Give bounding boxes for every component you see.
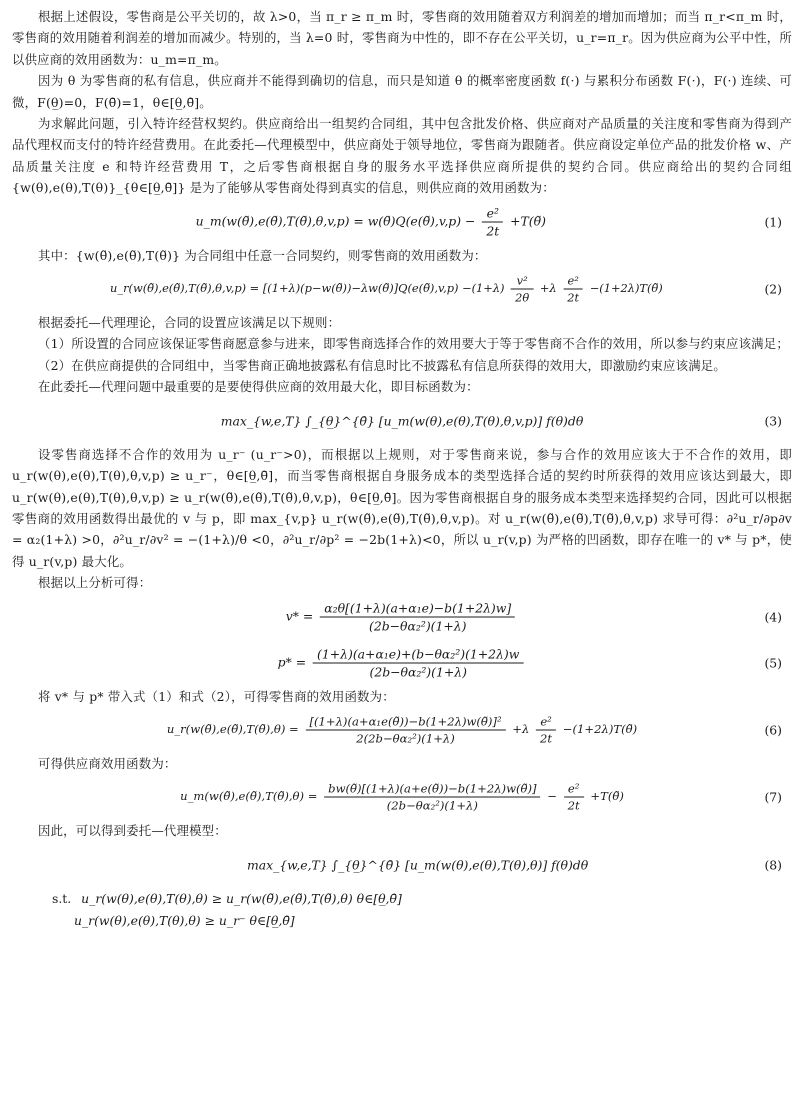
paragraph-rules-intro: 根据委托—代理理论，合同的设置应该满足以下规则： bbox=[38, 315, 341, 331]
equation-8-body: max_{w,e,T} ∫_{θ̲}^{θ̄} [u_m(w(θ),e(θ),T(θ),θ)] f(θ)dθ bbox=[246, 857, 589, 873]
equation-6-fraction-2 bbox=[536, 714, 556, 745]
paragraph-franchise-contract: 为求解此问题，引入特许经营权契约。供应商给出一组契约合同组，其中包含批发价格、供应商对产品质量的关注度和零售商为得到产品代理权而支付的特许经营费用。在此委托—代理模型中，供应商处于领导地位，零售商为跟随者。供应商设定单位产品的批发价格 w、产品质量关注度 e 和特许经营费用 T，之后零售商根据自身的服务水平选择供应商所提供的契约合同。供应商给出的契约合同组 {w(θ),e(θ),T(θ)}_{θ∈[θ̲,θ̄]} 是为了能够从零售商处得到真实的信息，则供应商的效用函数为： bbox=[12, 116, 792, 196]
equation-2-rhs: −(1+2λ)T(θ̃) bbox=[589, 281, 663, 296]
equation-5 bbox=[12, 640, 792, 686]
equation-8-number: (8) bbox=[764, 857, 782, 873]
equation-8 bbox=[12, 842, 792, 888]
paragraph-analysis-result: 根据以上分析可得： bbox=[38, 575, 152, 591]
paragraph-rule-2: （2）在供应商提供的合同组中，当零售商正确地披露私有信息时比不披露私有信息所获得的效用大，即激励约束应该满足。 bbox=[38, 357, 726, 373]
equation-3 bbox=[12, 398, 792, 444]
equation-7-number: (7) bbox=[764, 789, 782, 805]
equation-5-numerator: (1+λ)(a+α₁e)+(b−θα₂²)(1+2λ)w bbox=[313, 646, 523, 663]
equation-6-denominator-2: 2t bbox=[540, 731, 553, 746]
equation-2-mid: +λ bbox=[539, 281, 557, 296]
equation-2-fraction-1 bbox=[511, 274, 533, 305]
equation-6-numerator-1: [(1+λ)(a+α₁e(θ̃))−b(1+2λ)w(θ̃)]² bbox=[305, 714, 505, 730]
equation-4-number: (4) bbox=[764, 609, 782, 625]
equation-6-number: (6) bbox=[764, 722, 782, 738]
equation-7-fraction-2 bbox=[564, 782, 584, 813]
equation-2-fraction-2 bbox=[563, 274, 583, 305]
equation-6-rhs: −(1+2λ)T(θ̃) bbox=[562, 721, 638, 736]
equation-1-numerator: e² bbox=[482, 205, 503, 222]
equation-7-fraction-1 bbox=[324, 782, 540, 813]
equation-2-number: (2) bbox=[764, 281, 782, 297]
equation-2-lhs: u_r(w(θ̃),e(θ̃),T(θ̃),θ,v,p) = [(1+λ)(p−w(θ̃))−λw(θ̃)]Q(e(θ̃),v,p) −(1+λ) bbox=[110, 281, 505, 296]
paragraph-substitute: 将 v* 与 p* 带入式（1）和式（2），可得零售商的效用函数为： bbox=[38, 688, 395, 704]
equation-4-fraction bbox=[320, 600, 515, 633]
equation-5-fraction bbox=[313, 646, 523, 679]
equation-1 bbox=[12, 199, 792, 245]
equation-7-denominator-1: (2b−θα₂²)(1+λ) bbox=[386, 798, 478, 813]
equation-4-denominator: (2b−θα₂²)(1+λ) bbox=[369, 618, 467, 634]
equation-6-denominator-1: 2(2b−θα₂²)(1+λ) bbox=[356, 731, 455, 746]
equation-5-lhs: p* = bbox=[277, 654, 307, 670]
equation-1-rhs: +T(θ̃) bbox=[510, 213, 546, 229]
constraint-2 bbox=[12, 910, 792, 932]
equation-4-numerator: α₂θ[(1+λ)(a+α₁e)−b(1+2λ)w] bbox=[320, 600, 515, 617]
equation-2-denominator-2: 2t bbox=[567, 290, 580, 305]
paragraph-retailer-utility-intro: 其中：{w(θ̃),e(θ̃),T(θ̃)} 为合同组中任意一合同契约，则零售商的效用函数为： bbox=[38, 247, 487, 263]
paragraph-assumption: 根据上述假设，零售商是公平关切的，故 λ>0，当 π_r ≥ π_m 时，零售商的效用随着双方利润差的增加而增加；而当 π_r<π_m 时，零售商的效用随着利润差的增加而减少。特别的，当 λ=0 时，零售商为中性的，即不存在公平关切，u_r=π_r。因为供应商为公平中性，所以供应商的效用函数为：u_m=π_m。 bbox=[12, 9, 792, 67]
constraint-2-text: u_r(w(θ),e(θ),T(θ),θ) ≥ u_r⁻ θ∈[θ̲,θ̄] bbox=[74, 912, 295, 928]
paragraph-objective-intro: 在此委托—代理问题中最重要的是要使得供应商的效用最大化，即目标函数为： bbox=[38, 379, 479, 395]
equation-1-fraction bbox=[482, 205, 503, 238]
equation-3-number: (3) bbox=[764, 413, 782, 429]
equation-3-body: max_{w,e,T} ∫_{θ̲}^{θ̄} [u_m(w(θ),e(θ),T(θ),θ,v,p)] f(θ)dθ bbox=[220, 413, 584, 429]
equation-7 bbox=[12, 774, 792, 820]
equation-6-mid: +λ bbox=[512, 721, 530, 736]
equation-7-denominator-2: 2t bbox=[567, 798, 580, 813]
equation-6-fraction-1 bbox=[305, 714, 505, 745]
paragraph-participation-incentive: 设零售商选择不合作的效用为 u_r⁻ (u_r⁻>0)，而根据以上规则，对于零售商来说，参与合作的效用应该大于不合作的效用，即 u_r(w(θ),e(θ),T(θ),θ,v,p) ≥ u_r⁻，θ∈[θ̲,θ̄]，而当零售商根据自身服务成本的类型选择合适的契约时所获得的效用应该达到最大，即 u_r(w(θ),e(θ),T(θ),θ,v,p) ≥ u_r(w(θ̃),e(θ̃),T(θ̃),θ,v,p)，θ∈[θ̲,θ̄]。因为零售商根据自身的服务成本类型来选择契约合同，因此可以根据零售商的效用函数得出最优的 v 与 p，即 max_{v,p} u_r(w(θ̃),e(θ̃),T(θ̃),θ,v,p)。对 u_r(w(θ̃),e(θ̃),T(θ̃),θ,v,p) 求导可得：∂²u_r/∂p∂v = α₂(1+λ) >0，∂²u_r/∂v² = −(1+λ)/θ <0，∂²u_r/∂p² = −2b(1+λ)<0，所以 u_r(v,p) 为严格的凹函数，即存在唯一的 v* 与 p*，使得 u_r(v,p) 最大化。 bbox=[12, 446, 792, 569]
equation-7-mid: − bbox=[547, 789, 557, 804]
equation-2-numerator-2: e² bbox=[563, 274, 583, 290]
equation-6 bbox=[12, 707, 792, 753]
equation-6-lhs: u_r(w(θ̃),e(θ̃),T(θ̃),θ) = bbox=[166, 721, 299, 736]
equation-4-lhs: v* = bbox=[285, 608, 314, 624]
equation-7-rhs: +T(θ̃) bbox=[590, 789, 624, 804]
equation-7-lhs: u_m(w(θ̃),e(θ̃),T(θ̃),θ) = bbox=[180, 789, 318, 804]
equation-1-lhs: u_m(w(θ̃),e(θ̃),T(θ̃),θ,v,p) = w(θ̃)Q(e(θ̃),v,p) − bbox=[195, 213, 476, 229]
equation-1-denominator: 2t bbox=[486, 223, 500, 239]
paragraph-supplier-utility: 可得供应商效用函数为： bbox=[38, 755, 177, 771]
equation-2 bbox=[12, 266, 792, 312]
equation-2-numerator-1: v² bbox=[511, 274, 533, 290]
equation-6-numerator-2: e² bbox=[536, 714, 556, 730]
equation-4 bbox=[12, 594, 792, 640]
equation-5-number: (5) bbox=[764, 655, 782, 671]
equation-7-numerator-1: bw(θ̃)[(1+λ)(a+e(θ̃))−b(1+2λ)w(θ̃)] bbox=[324, 782, 540, 798]
constraint-1-text: u_r(w(θ),e(θ),T(θ),θ) ≥ u_r(w(θ̃),e(θ̃),T(θ̃),θ) θ∈[θ̲,θ̄] bbox=[81, 890, 402, 906]
paragraph-private-info: 因为 θ 为零售商的私有信息，供应商并不能得到确切的信息，而只是知道 θ 的概率密度函数 f(·) 与累积分布函数 F(·)，F(·) 连续、可微，F(θ̲)=0，F(θ̄)=1，θ∈[θ̲,θ̄]。 bbox=[12, 73, 792, 110]
equation-7-numerator-2: e² bbox=[564, 782, 584, 798]
equation-1-number: (1) bbox=[764, 214, 782, 230]
equation-2-denominator-1: 2θ bbox=[515, 290, 530, 305]
constraint-1 bbox=[12, 888, 792, 910]
paragraph-model-intro: 因此，可以得到委托—代理模型： bbox=[38, 823, 227, 839]
equation-5-denominator: (2b−θα₂²)(1+λ) bbox=[369, 664, 467, 680]
constraint-label: s.t. bbox=[52, 890, 72, 906]
paragraph-rule-1: （1）所设置的合同应该保证零售商愿意参与进来，即零售商选择合作的效用要大于等于零售商不合作的效用，所以参与约束应该满足； bbox=[38, 336, 789, 352]
